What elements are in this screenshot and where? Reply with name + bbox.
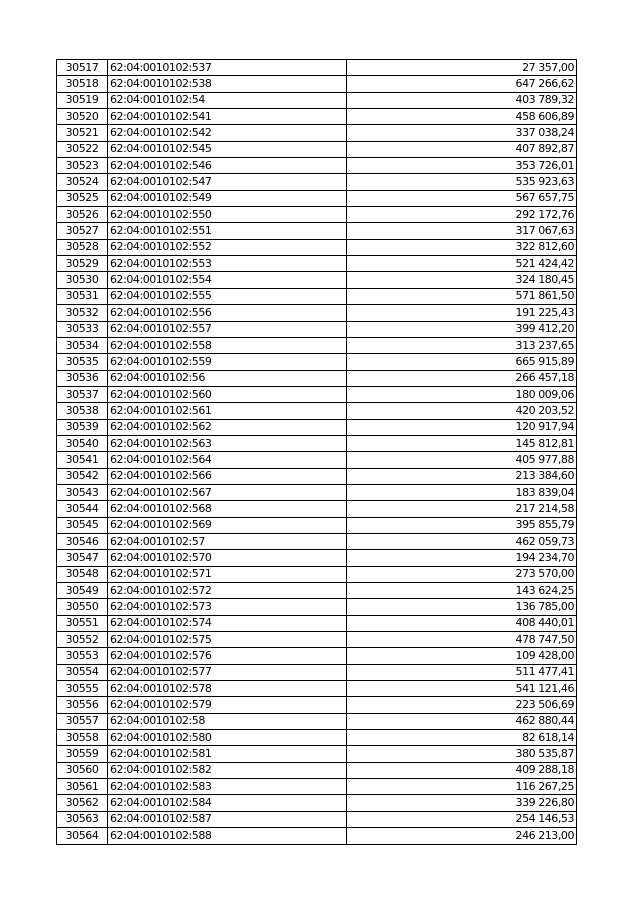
cadastral-number-cell: 62:04:0010102:588 (108, 828, 347, 844)
cadastral-value-cell: 567 657,75 (347, 190, 577, 206)
row-number-cell: 30538 (57, 403, 108, 419)
cadastral-number-cell: 62:04:0010102:557 (108, 321, 347, 337)
cadastral-number-cell: 62:04:0010102:578 (108, 681, 347, 697)
cadastral-number-cell: 62:04:0010102:57 (108, 533, 347, 549)
table-row (57, 730, 577, 746)
table-row (57, 779, 577, 795)
row-number-cell: 30554 (57, 664, 108, 680)
cadastral-value-cell: 246 213,00 (347, 828, 577, 844)
cadastral-value-cell: 337 038,24 (347, 125, 577, 141)
row-number-cell: 30549 (57, 583, 108, 599)
cadastral-number-cell: 62:04:0010102:549 (108, 190, 347, 206)
cadastral-value-cell: 535 923,63 (347, 174, 577, 190)
cadastral-value-cell: 266 457,18 (347, 370, 577, 386)
cadastral-value-cell: 194 234,70 (347, 550, 577, 566)
cadastral-value-cell: 292 172,76 (347, 207, 577, 223)
table-row (57, 664, 577, 680)
cadastral-value-cell: 405 977,88 (347, 452, 577, 468)
cadastral-value-cell: 109 428,00 (347, 648, 577, 664)
cadastral-value-cell: 407 892,87 (347, 141, 577, 157)
cadastral-value-cell: 145 812,81 (347, 435, 577, 451)
table-row (57, 158, 577, 174)
row-number-cell: 30563 (57, 811, 108, 827)
cadastral-number-cell: 62:04:0010102:563 (108, 435, 347, 451)
row-number-cell: 30534 (57, 337, 108, 353)
table-row (57, 125, 577, 141)
cadastral-number-cell: 62:04:0010102:575 (108, 632, 347, 648)
row-number-cell: 30559 (57, 746, 108, 762)
row-number-cell: 30548 (57, 566, 108, 582)
cadastral-number-cell: 62:04:0010102:552 (108, 239, 347, 255)
cadastral-number-cell: 62:04:0010102:559 (108, 354, 347, 370)
row-number-cell: 30531 (57, 288, 108, 304)
table-row (57, 76, 577, 92)
row-number-cell: 30533 (57, 321, 108, 337)
cadastral-number-cell: 62:04:0010102:566 (108, 468, 347, 484)
row-number-cell: 30532 (57, 305, 108, 321)
row-number-cell: 30552 (57, 632, 108, 648)
table-row (57, 517, 577, 533)
cadastral-value-cell: 191 225,43 (347, 305, 577, 321)
cadastral-value-cell: 353 726,01 (347, 158, 577, 174)
table-row (57, 583, 577, 599)
cadastral-number-cell: 62:04:0010102:546 (108, 158, 347, 174)
table-row (57, 632, 577, 648)
row-number-cell: 30564 (57, 828, 108, 844)
table-row (57, 435, 577, 451)
cadastral-value-cell: 409 288,18 (347, 762, 577, 778)
cadastral-number-cell: 62:04:0010102:542 (108, 125, 347, 141)
cadastral-number-cell: 62:04:0010102:553 (108, 256, 347, 272)
table-row (57, 337, 577, 353)
table-row (57, 403, 577, 419)
table-row (57, 828, 577, 844)
cadastral-number-cell: 62:04:0010102:574 (108, 615, 347, 631)
cadastral-number-cell: 62:04:0010102:555 (108, 288, 347, 304)
table-row (57, 207, 577, 223)
cadastral-number-cell: 62:04:0010102:541 (108, 109, 347, 125)
row-number-cell: 30553 (57, 648, 108, 664)
cadastral-number-cell: 62:04:0010102:556 (108, 305, 347, 321)
table-row (57, 321, 577, 337)
cadastral-number-cell: 62:04:0010102:568 (108, 501, 347, 517)
table-body (57, 60, 577, 845)
cadastral-value-cell: 324 180,45 (347, 272, 577, 288)
row-number-cell: 30556 (57, 697, 108, 713)
row-number-cell: 30535 (57, 354, 108, 370)
cadastral-number-cell: 62:04:0010102:54 (108, 92, 347, 108)
cadastral-value-cell: 380 535,87 (347, 746, 577, 762)
cadastral-value-cell: 180 009,06 (347, 386, 577, 402)
row-number-cell: 30557 (57, 713, 108, 729)
cadastral-value-cell: 143 624,25 (347, 583, 577, 599)
cadastral-number-cell: 62:04:0010102:58 (108, 713, 347, 729)
cadastral-value-cell: 395 855,79 (347, 517, 577, 533)
table-row (57, 452, 577, 468)
row-number-cell: 30540 (57, 435, 108, 451)
cadastral-value-cell: 420 203,52 (347, 403, 577, 419)
table-row (57, 713, 577, 729)
cadastral-value-cell: 462 059,73 (347, 533, 577, 549)
table-row (57, 288, 577, 304)
row-number-cell: 30518 (57, 76, 108, 92)
cadastral-value-cell: 322 812,60 (347, 239, 577, 255)
table-row (57, 272, 577, 288)
table-row (57, 190, 577, 206)
cadastral-number-cell: 62:04:0010102:582 (108, 762, 347, 778)
cadastral-value-cell: 82 618,14 (347, 730, 577, 746)
cadastral-value-cell: 313 237,65 (347, 337, 577, 353)
table-row (57, 239, 577, 255)
table-row (57, 566, 577, 582)
table-row (57, 109, 577, 125)
table-row (57, 256, 577, 272)
row-number-cell: 30547 (57, 550, 108, 566)
cadastral-number-cell: 62:04:0010102:584 (108, 795, 347, 811)
cadastral-value-cell: 403 789,32 (347, 92, 577, 108)
cadastral-number-cell: 62:04:0010102:537 (108, 60, 347, 76)
table-row (57, 746, 577, 762)
cadastral-value-cell: 116 267,25 (347, 779, 577, 795)
cadastral-number-cell: 62:04:0010102:579 (108, 697, 347, 713)
cadastral-value-cell: 521 424,42 (347, 256, 577, 272)
row-number-cell: 30527 (57, 223, 108, 239)
table-row (57, 484, 577, 500)
cadastral-number-cell: 62:04:0010102:581 (108, 746, 347, 762)
cadastral-value-cell: 399 412,20 (347, 321, 577, 337)
cadastral-number-cell: 62:04:0010102:576 (108, 648, 347, 664)
table-row (57, 60, 577, 76)
cadastral-number-cell: 62:04:0010102:577 (108, 664, 347, 680)
cadastral-number-cell: 62:04:0010102:587 (108, 811, 347, 827)
table-row (57, 370, 577, 386)
row-number-cell: 30555 (57, 681, 108, 697)
row-number-cell: 30536 (57, 370, 108, 386)
row-number-cell: 30517 (57, 60, 108, 76)
table-row (57, 697, 577, 713)
row-number-cell: 30520 (57, 109, 108, 125)
cadastral-number-cell: 62:04:0010102:560 (108, 386, 347, 402)
cadastral-number-cell: 62:04:0010102:583 (108, 779, 347, 795)
row-number-cell: 30562 (57, 795, 108, 811)
cadastral-value-cell: 339 226,80 (347, 795, 577, 811)
row-number-cell: 30521 (57, 125, 108, 141)
row-number-cell: 30519 (57, 92, 108, 108)
table-row (57, 141, 577, 157)
row-number-cell: 30524 (57, 174, 108, 190)
cadastral-value-cell: 647 266,62 (347, 76, 577, 92)
cadastral-number-cell: 62:04:0010102:561 (108, 403, 347, 419)
cadastral-value-cell: 317 067,63 (347, 223, 577, 239)
row-number-cell: 30529 (57, 256, 108, 272)
cadastral-number-cell: 62:04:0010102:550 (108, 207, 347, 223)
row-number-cell: 30530 (57, 272, 108, 288)
cadastral-value-cell: 665 915,89 (347, 354, 577, 370)
table-row (57, 305, 577, 321)
table-row (57, 174, 577, 190)
table-row (57, 501, 577, 517)
cadastral-number-cell: 62:04:0010102:580 (108, 730, 347, 746)
table-row (57, 92, 577, 108)
cadastral-value-cell: 254 146,53 (347, 811, 577, 827)
cadastral-value-cell: 223 506,69 (347, 697, 577, 713)
row-number-cell: 30526 (57, 207, 108, 223)
table-row (57, 648, 577, 664)
cadastral-value-cell: 541 121,46 (347, 681, 577, 697)
table-row (57, 354, 577, 370)
table-row (57, 762, 577, 778)
row-number-cell: 30546 (57, 533, 108, 549)
cadastral-value-cell: 273 570,00 (347, 566, 577, 582)
cadastral-value-cell: 27 357,00 (347, 60, 577, 76)
cadastral-value-table (56, 59, 577, 845)
row-number-cell: 30558 (57, 730, 108, 746)
table-row (57, 681, 577, 697)
row-number-cell: 30539 (57, 419, 108, 435)
cadastral-number-cell: 62:04:0010102:570 (108, 550, 347, 566)
cadastral-number-cell: 62:04:0010102:545 (108, 141, 347, 157)
row-number-cell: 30522 (57, 141, 108, 157)
row-number-cell: 30561 (57, 779, 108, 795)
cadastral-number-cell: 62:04:0010102:56 (108, 370, 347, 386)
cadastral-value-cell: 571 861,50 (347, 288, 577, 304)
cadastral-value-cell: 136 785,00 (347, 599, 577, 615)
row-number-cell: 30542 (57, 468, 108, 484)
row-number-cell: 30543 (57, 484, 108, 500)
cadastral-number-cell: 62:04:0010102:567 (108, 484, 347, 500)
row-number-cell: 30550 (57, 599, 108, 615)
cadastral-number-cell: 62:04:0010102:558 (108, 337, 347, 353)
cadastral-number-cell: 62:04:0010102:569 (108, 517, 347, 533)
cadastral-number-cell: 62:04:0010102:562 (108, 419, 347, 435)
cadastral-value-cell: 183 839,04 (347, 484, 577, 500)
table-row (57, 615, 577, 631)
table-row (57, 811, 577, 827)
table-row (57, 795, 577, 811)
table-row (57, 550, 577, 566)
table-row (57, 419, 577, 435)
cadastral-value-cell: 120 917,94 (347, 419, 577, 435)
cadastral-number-cell: 62:04:0010102:571 (108, 566, 347, 582)
cadastral-number-cell: 62:04:0010102:564 (108, 452, 347, 468)
cadastral-value-cell: 408 440,01 (347, 615, 577, 631)
table-row (57, 386, 577, 402)
table-row (57, 533, 577, 549)
row-number-cell: 30544 (57, 501, 108, 517)
row-number-cell: 30560 (57, 762, 108, 778)
table-row (57, 599, 577, 615)
row-number-cell: 30525 (57, 190, 108, 206)
row-number-cell: 30523 (57, 158, 108, 174)
cadastral-number-cell: 62:04:0010102:572 (108, 583, 347, 599)
row-number-cell: 30541 (57, 452, 108, 468)
row-number-cell: 30545 (57, 517, 108, 533)
cadastral-value-cell: 462 880,44 (347, 713, 577, 729)
table-row (57, 468, 577, 484)
cadastral-number-cell: 62:04:0010102:538 (108, 76, 347, 92)
cadastral-value-cell: 511 477,41 (347, 664, 577, 680)
cadastral-value-cell: 458 606,89 (347, 109, 577, 125)
cadastral-number-cell: 62:04:0010102:554 (108, 272, 347, 288)
row-number-cell: 30537 (57, 386, 108, 402)
row-number-cell: 30551 (57, 615, 108, 631)
cadastral-number-cell: 62:04:0010102:547 (108, 174, 347, 190)
cadastral-value-cell: 478 747,50 (347, 632, 577, 648)
cadastral-value-cell: 217 214,58 (347, 501, 577, 517)
table-row (57, 223, 577, 239)
cadastral-number-cell: 62:04:0010102:551 (108, 223, 347, 239)
cadastral-value-cell: 213 384,60 (347, 468, 577, 484)
row-number-cell: 30528 (57, 239, 108, 255)
cadastral-number-cell: 62:04:0010102:573 (108, 599, 347, 615)
